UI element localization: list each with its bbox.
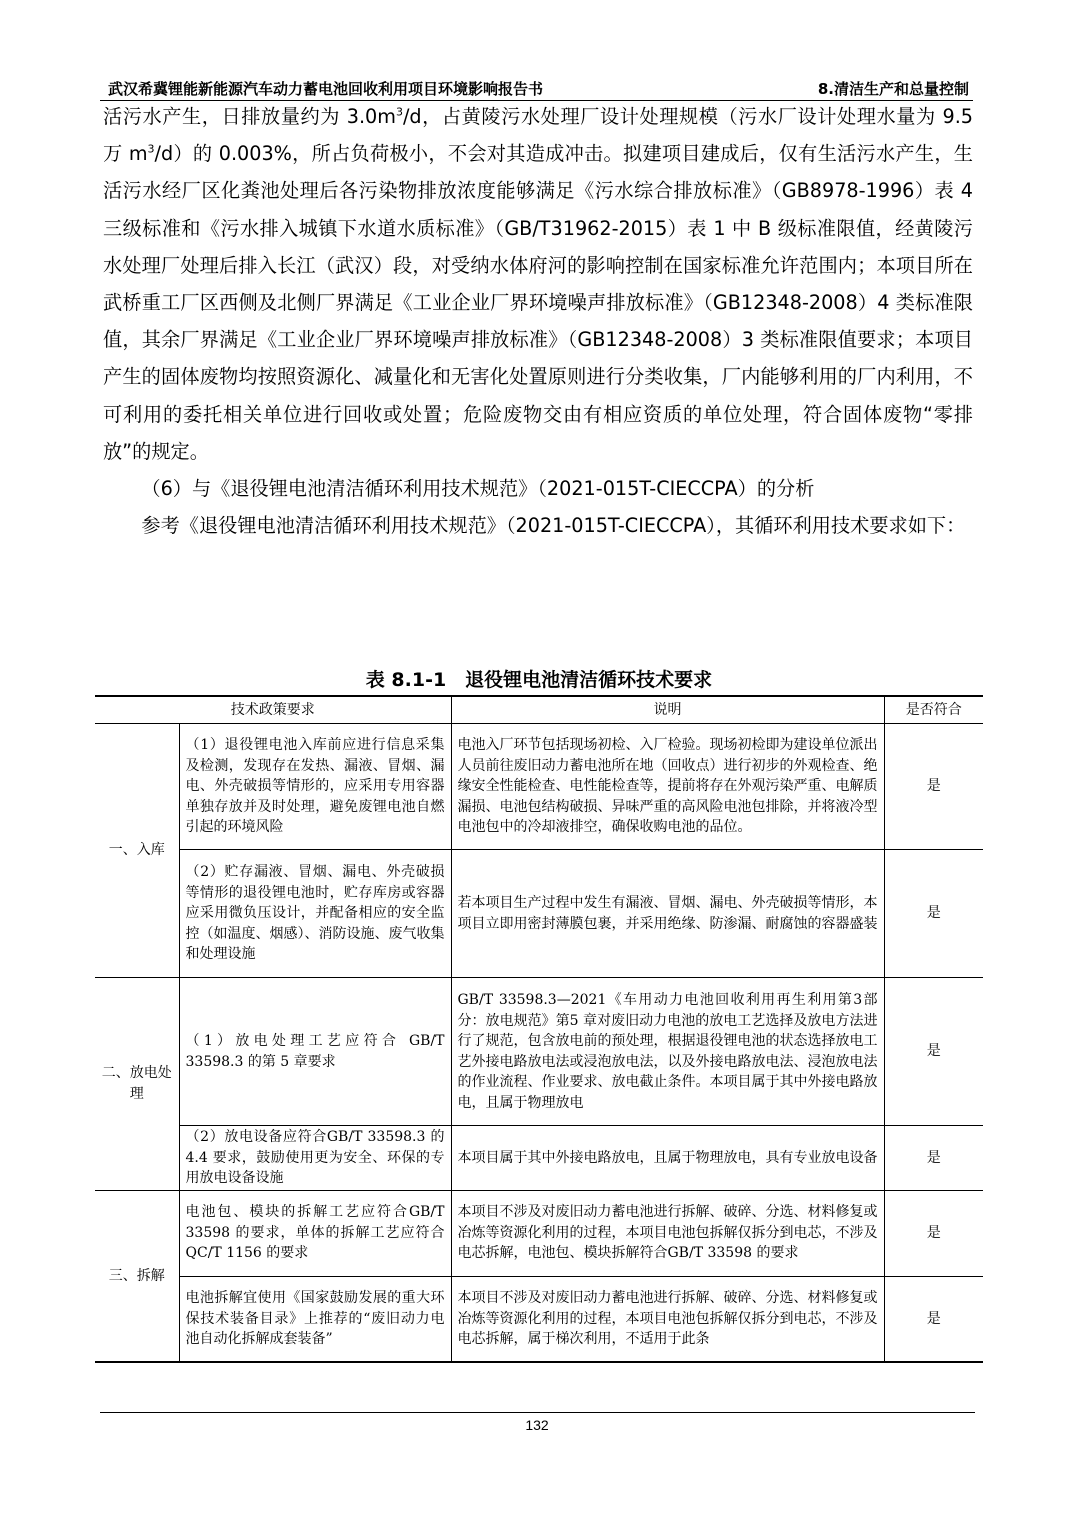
superscript: 3 <box>147 142 155 156</box>
compliance-cell: 是 <box>884 1126 983 1191</box>
requirements-table <box>95 695 983 1363</box>
table-row <box>95 850 983 978</box>
paragraph-1-part-a: 活污水产生，日排放量约为 3.0m <box>103 105 396 128</box>
description-cell: 本项目不涉及对废旧动力蓄电池进行拆解、破碎、分选、材料修复或冶炼等资源化利用的过程，本项目电池包拆解仅拆分到电芯，不涉及电芯拆解，电池包、模块拆解符合GB/T 33598 的要求 <box>451 1190 884 1276</box>
description-cell: 若本项目生产过程中发生有漏液、冒烟、漏电、外壳破损等情形，本项目立即用密封薄膜包裹，并采用绝缘、防渗漏、耐腐蚀的容器盛装 <box>451 850 884 978</box>
table-caption: 表 8.1-1 退役锂电池清洁循环技术要求 <box>365 669 713 691</box>
category-cell: 三、拆解 <box>95 1190 179 1362</box>
table-row <box>95 1276 983 1362</box>
table-row <box>95 1126 983 1191</box>
paragraph-3: 参考《退役锂电池清洁循环利用技术规范》（2021-015T-CIECCPA），其循环利用技术要求如下： <box>141 514 966 538</box>
footer-divider <box>100 1412 975 1413</box>
requirement-cell: （1）退役锂电池入库前应进行信息采集及检测，发现存在发热、漏液、冒烟、漏电、外壳破损等情形的，应采用专用容器单独存放并及时处理，避免废锂电池自燃引起的环境风险 <box>179 724 451 850</box>
paragraph-1-part-b: /d，占黄陵污水处理厂设计处理规模（污水厂设计处理水量为 9.5 万 m <box>103 105 973 166</box>
category-cell: 一、入库 <box>95 724 179 978</box>
description-cell: GB/T 33598.3—2021《车用动力电池回收利用再生利用第3部分：放电规范》第5 章对废旧动力电池的放电工艺选择及放电方法进行了规范，包含放电前的预处理，根据退役锂电池的状态选择放电工艺外接电路放电法或浸泡放电法，以及外接电路放电法、浸泡放电法的作业流程、作业要求、放电截止条件。本项目属于其中外接电路放电，且属于物理放电 <box>451 978 884 1126</box>
compliance-cell: 是 <box>884 978 983 1126</box>
compliance-cell: 是 <box>884 724 983 850</box>
description-cell: 本项目不涉及对废旧动力蓄电池进行拆解、破碎、分选、材料修复或冶炼等资源化利用的过程，本项目电池包拆解仅拆分到电芯，不涉及电芯拆解，属于梯次利用，不适用于此条 <box>451 1276 884 1362</box>
body-text <box>103 98 973 544</box>
requirement-cell: 电池拆解宜使用《国家鼓励发展的重大环保技术装备目录》上推荐的“废旧动力电池自动化拆解成套装备” <box>179 1276 451 1362</box>
description-cell: 本项目属于其中外接电路放电，且属于物理放电，具有专业放电设备 <box>451 1126 884 1191</box>
section-title: 8.清洁生产和总量控制 <box>817 80 969 98</box>
requirement-cell: （2）放电设备应符合GB/T 33598.3 的4.4 要求，鼓励使用更为安全、环保的专用放电设备设施 <box>179 1126 451 1191</box>
compliance-cell: 是 <box>884 850 983 978</box>
paragraph-1-part-c: /d）的 0.003%，所占负荷极小，不会对其造成冲击。拟建项目建成后，仅有生活污水产生，生活污水经厂区化粪池处理后各污染物排放浓度能够满足《污水综合排放标准》（GB8978-1996）表 4 三级标准和《污水排入城镇下水道水质标准》（GB/T31962-2015）表 1 中 B 级标准限值，经黄陵污水处理厂处理后排入长江（武汉）段，对受纳水体府河的影响控制在国家标准允许范围内；本项目所在武桥重工厂区西侧及北侧厂界满足《工业企业厂界环境噪声排放标准》（GB12348-2008）4 类标准限值，其余厂界满足《工业企业厂界环境噪声排放标准》（GB12348-2008）3 类标准限值要求；本项目产生的固体废物均按照资源化、减量化和无害化处置原则进行分类收集，厂内能够利用的厂内利用，不可利用的委托相关单位进行回收或处置；危险废物交由有相应资质的单位处理，符合固体废物“零排放”的规定。 <box>103 142 973 463</box>
header-compliance: 是否符合 <box>884 696 983 724</box>
table-row <box>95 978 983 1126</box>
page-number: 132 <box>525 1417 549 1433</box>
compliance-cell: 是 <box>884 1190 983 1276</box>
requirement-cell: 电池包、模块的拆解工艺应符合GB/T 33598 的要求，单体的拆解工艺应符合QC/T 1156 的要求 <box>179 1190 451 1276</box>
paragraph-2: （6）与《退役锂电池清洁循环利用技术规范》（2021-015T-CIECCPA）的分析 <box>141 477 815 501</box>
requirement-cell: （1）放电处理工艺应符合 GB/T 33598.3 的第 5 章要求 <box>179 978 451 1126</box>
header-description: 说明 <box>451 696 884 724</box>
table-header-row <box>95 696 983 724</box>
paragraph-1 <box>103 98 973 470</box>
report-title: 武汉希冀锂能新能源汽车动力蓄电池回收利用项目环境影响报告书 <box>108 80 544 98</box>
category-cell: 二、放电处理 <box>95 978 179 1191</box>
requirement-cell: （2）贮存漏液、冒烟、漏电、外壳破损等情形的退役锂电池时，贮存库房或容器应采用微负压设计，并配备相应的安全监控（如温度、烟感）、消防设施、废气收集和处理设施 <box>179 850 451 978</box>
table-row <box>95 1190 983 1276</box>
compliance-cell: 是 <box>884 1276 983 1362</box>
description-cell: 电池入厂环节包括现场初检、入厂检验。现场初检即为建设单位派出人员前往废旧动力蓄电池所在地（回收点）进行初步的外观检查、绝缘安全性能检查、电性能检查等，提前将存在外观污染严重、电解质漏损、电池包结构破损、异味严重的高风险电池包排除，并将液冷型电池包中的冷却液排空，确保收购电池的品位。 <box>451 724 884 850</box>
header-requirement: 技术政策要求 <box>95 696 451 724</box>
table-row <box>95 724 983 850</box>
superscript: 3 <box>395 105 403 119</box>
